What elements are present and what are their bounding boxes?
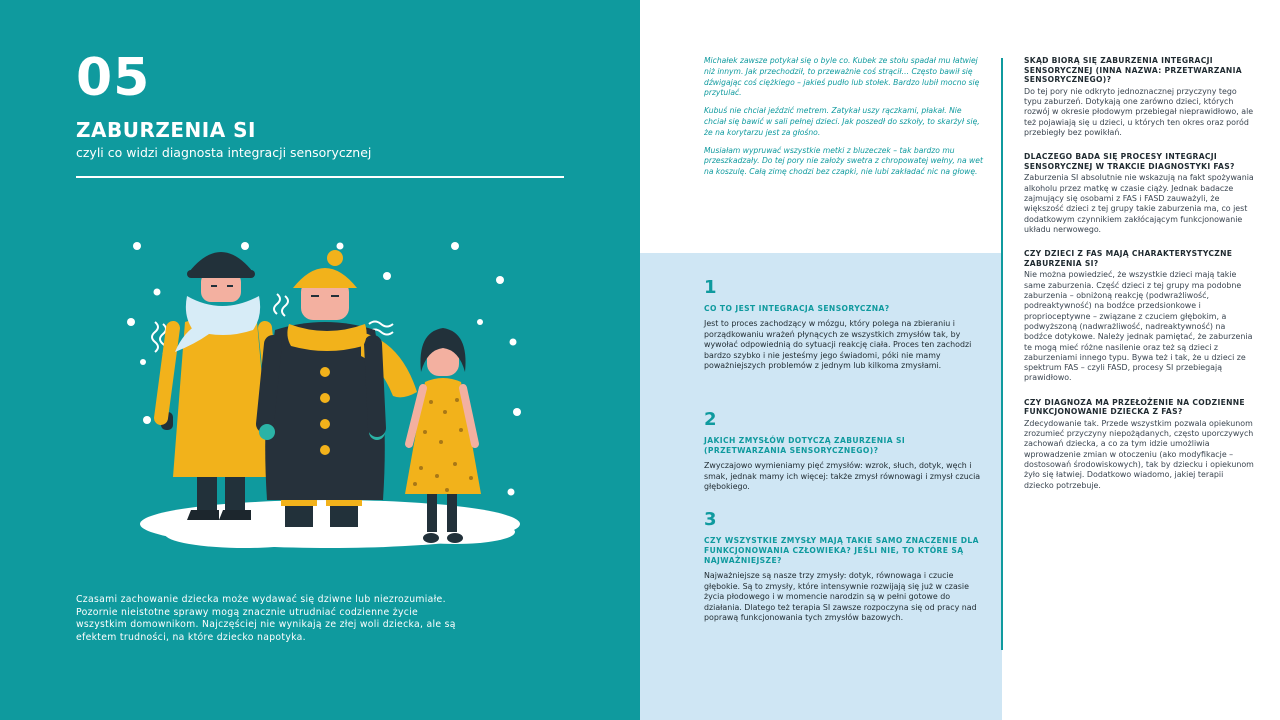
chapter-number: 05 (76, 48, 151, 108)
faq-item (1024, 398, 1254, 491)
family-winter-illustration (125, 232, 525, 572)
quote: Musiałam wypruwać wszystkie metki z bluzeczek – tak bardzo mu przeszkadzały. Do tej pory nie założy swetra z chropowatej wełny, na wet na koszulę. Całą zimę chodzi bez czapki, nie lubi zakładać nic na głowę. (704, 145, 983, 177)
question-answer: Zwyczajowo wymieniamy pięć zmysłów: wzrok, słuch, dotyk, węch i smak, jednak mamy ich więcej: także zmysł równowagi i zmysł czucia głębokiego. (704, 461, 981, 492)
question-number: 3 (704, 509, 717, 530)
question-block-1 (704, 278, 989, 372)
column-divider (1001, 58, 1003, 650)
question-title: CZY WSZYSTKIE ZMYSŁY MAJĄ TAKIE SAMO ZNACZENIE DLA FUNKCJONOWANIA CZŁOWIEKA? JEŚLI NIE, TO KTÓRE SĄ NAJWAŻNIEJSZE? (704, 536, 979, 565)
faq-answer: Zdecydowanie tak. Przede wszystkim pozwala opiekunom zrozumieć przyczyny niepożądanych, często uporczywych zachowań dziecka, a co za tym idzie umożliwia wprowadzenie zmian w otoczeniu (ako modyfikacje – dostosowań środowiskowych), tak by dziecku i opiekunom żyło się łatwiej. Dodatkowo wiadomo, jakiej terapii dziecko potrzebuje. (1024, 418, 1254, 490)
faq-column (1024, 56, 1254, 505)
question-number: 2 (704, 409, 717, 430)
faq-answer: Do tej pory nie odkryto jednoznacznej przyczyny tego typu zaburzeń. Dotykają one zarówno dzieci, których rozwój w okresie płodowym przebiegał nieprawidłowo, ale też pojawiają się u dzieci, u których ten okres oraz poród przebiegły bez powikłań. (1024, 86, 1254, 137)
faq-answer: Nie można powiedzieć, że wszystkie dzieci mają takie same zaburzenia. Część dzieci z tej grupy ma podobne zaburzenia – obniżoną reakcję (podwrażliwość, podreaktywność) na bodźce przedsionkowe i proprioceptywne – związane z czuciem głębokim, a podwyższoną (nadwrażliwość, nadreaktywność) na bodźce dotykowe. Należy jednak pamiętać, że zaburzenia te mogą mieć różne nasilenie oraz też są dzieci z zaburzeniami innego typu. Bywa też i tak, że u dzieci ze spektrum FAS – czyli FASD, procesy SI przebiegają prawidłowo. (1024, 270, 1253, 383)
question-answer: Najważniejsze są nasze trzy zmysły: dotyk, równowaga i czucie głębokie. Są to zmysły, które intensywnie rozwijają się już w czasie życia płodowego i w momencie narodzin są w pełni gotowe do działania. Dlatego też terapia SI zawsze rozpoczyna się od pracy nad poprawą funkcjonowania tych zmysłów bazowych. (704, 571, 977, 623)
quote: Michałek zawsze potykał się o byle co. Kubek ze stołu spadał mu łatwiej niż innym. Jak przechodził, to przeważnie coś strącił… Często bawił się dźwigając coś ciężkiego – jakieś pudło lub stołek. Bardzo lubił mocno się przytulać. (704, 56, 980, 98)
faq-question: DLACZEGO BADA SIĘ PROCESY INTEGRACJI SENSORYCZNEJ W TRAKCIE DIAGNOSTYKI FAS? (1024, 152, 1235, 171)
faq-question: CZY DIAGNOZA MA PRZEŁOŻENIE NA CODZIENNE FUNKCJONOWANIE DZIECKA Z FAS? (1024, 397, 1245, 417)
faq-answer: Zaburzenia SI absolutnie nie wskazują na fakt spożywania alkoholu przez matkę w czasie ciąży. Jednak badacze zajmujący się osobami z FAS i FASD zauważyli, że większość dzieci z tej grupy takie zaburzenia ma, co jest dodatkowym czynnikiem zakłócającym funkcjonowanie układu nerwowego. (1024, 173, 1254, 234)
question-number: 1 (704, 277, 717, 298)
parent-quotes (704, 56, 986, 185)
question-title: CO TO JEST INTEGRACJA SENSORYCZNA? (704, 304, 890, 313)
faq-item (1024, 152, 1254, 235)
faq-item (1024, 249, 1254, 383)
title-divider (76, 176, 564, 178)
right-page (640, 0, 1280, 720)
question-block-3 (704, 510, 989, 624)
chapter-subtitle: czyli co widzi diagnosta integracji sensorycznej (76, 145, 372, 160)
question-block-2 (704, 410, 989, 493)
faq-question: CZY DZIECI Z FAS MAJĄ CHARAKTERYSTYCZNE ZABURZENIA SI? (1024, 249, 1233, 268)
faq-item (1024, 56, 1254, 138)
quote: Kubuś nie chciał jeździć metrem. Zatykał uszy rączkami, płakał. Nie chciał się bawić w sali pełnej dzieci. Jak poszedł do szkoły, to skarżył się, że na korytarzu jest za głośno. (704, 106, 980, 137)
faq-question: SKĄD BIORĄ SIĘ ZABURZENIA INTEGRACJI SENSORYCZNEJ (INNA NAZWA: PRZETWARZANIA SENSORYCZNEGO)? (1024, 56, 1242, 85)
question-answer: Jest to proces zachodzący w mózgu, który polega na zbieraniu i porządkowaniu wrażeń płynących ze wszystkich zmysłów tak, by wywołać odpowiednią do sytuacji reakcję ciała. Proces ten zachodzi bardzo szybko i nie jesteśmy jego świadomi, póki nie mamy poważniejszych problemów z jednym lub kilkoma zmysłami. (704, 319, 972, 371)
intro-paragraph: Czasami zachowanie dziecka może wydawać się dziwne lub niezrozumiałe. Pozornie nieistotne sprawy mogą znacznie utrudniać codzienne życie wszystkim domownikom. Najczęściej nie wynikają ze złej woli dziecka, ale są efektem trudności, na które dziecko napotyka. (76, 594, 456, 643)
question-title: JAKICH ZMYSŁÓW DOTYCZĄ ZABURZENIA SI (PRZETWARZANIA SENSORYCZNEGO)? (704, 436, 906, 455)
mother-figure (259, 250, 417, 527)
chapter-title: ZABURZENIA SI (76, 118, 256, 142)
